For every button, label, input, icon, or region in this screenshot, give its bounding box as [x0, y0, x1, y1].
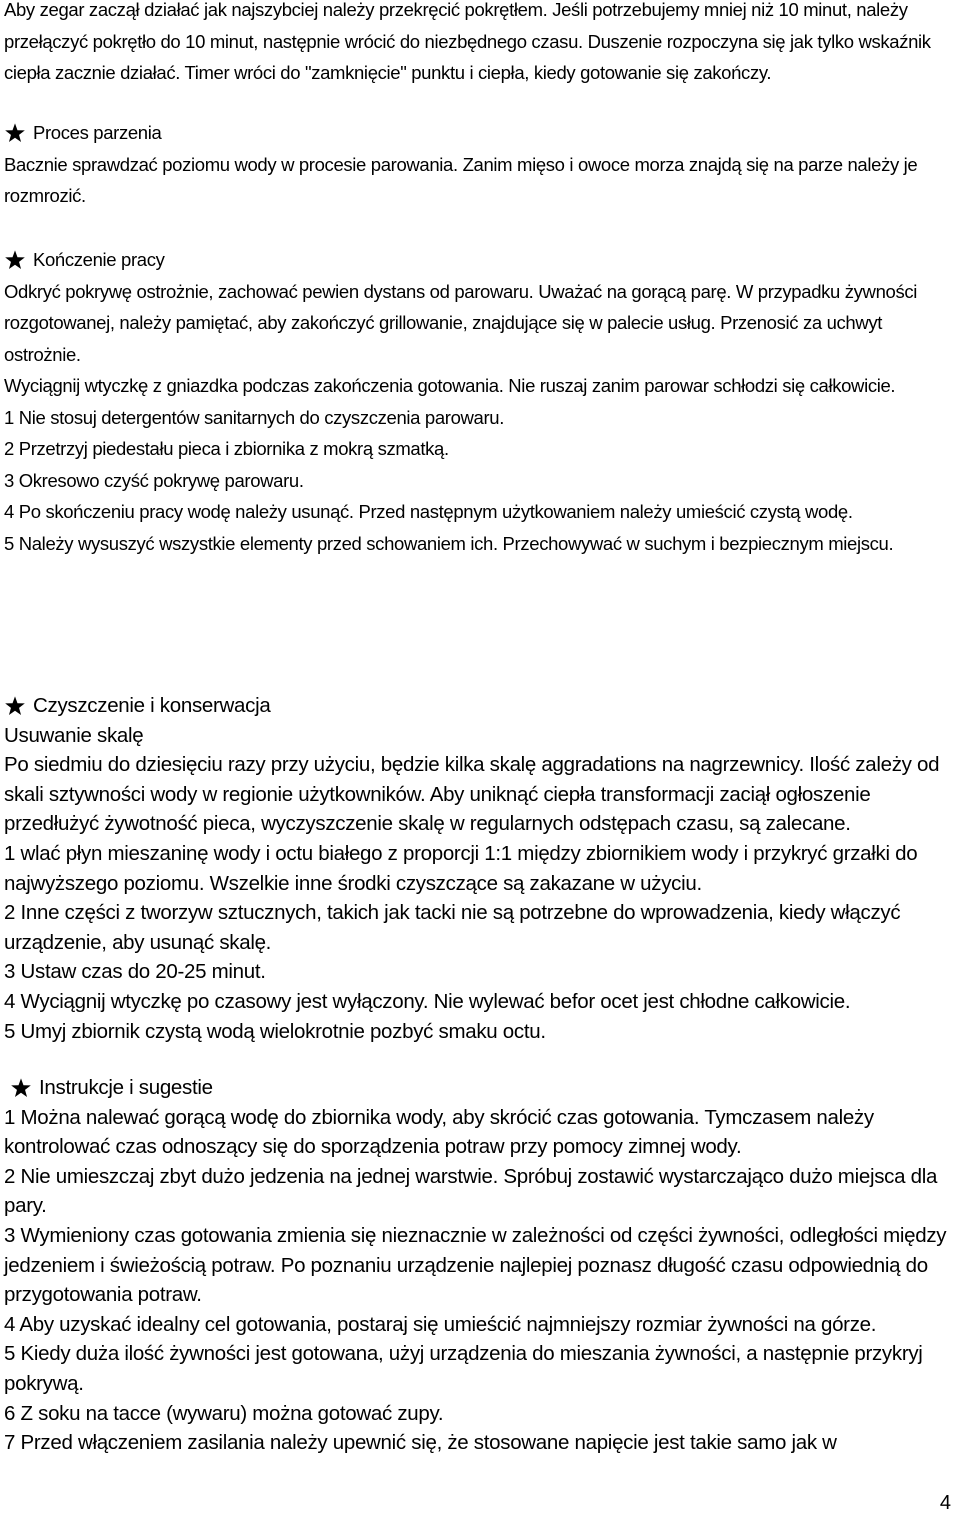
list-item: 5 Umyj zbiornik czystą wodą wielokrotnie pozbyć smaku octu.: [4, 1019, 546, 1043]
section-heading: [4, 1073, 956, 1103]
section-subheading: Usuwanie skalę: [4, 723, 144, 747]
paragraph: Bacznie sprawdzać poziomu wody w procesie parowania. Zanim mięso i owoce morza znajdą się na parze należy je rozmrozić.: [4, 153, 918, 206]
list-item: 3 Ustaw czas do 20-25 minut.: [4, 960, 266, 984]
list-item: 1 wlać płyn mieszaninę wody i octu białego z proporcji 1:1 między zbiornikiem wody i przykryć grzałki do najwyższego poziomu. Wszelkie inne środki czyszczące są zakazane w użyciu.: [4, 841, 918, 895]
paragraph: Po siedmiu do dziesięciu razy przy użyciu, będzie kilka skalę aggradations na nagrzewnicy. Ilość zależy od skali sztywności wody w regionie użytkowników. Aby uniknąć ciepła transformacji zaciął ogłoszenie przedłużyć żywotność pieca, wyczyszczenie skalę w regularnych odstępach czasu, są zalecane.: [4, 753, 940, 836]
steaming-section: [4, 117, 956, 212]
finishing-section: [4, 244, 956, 559]
list-item: 6 Z soku na tacce (wywaru) można gotować zupy.: [4, 1401, 444, 1425]
list-item: 1 Nie stosuj detergentów sanitarnych do czyszczenia parowaru.: [4, 406, 505, 428]
paragraph: Wyciągnij wtyczkę z gniazdka podczas zakończenia gotowania. Nie ruszaj zanim parowar schłodzi się całkowicie.: [4, 375, 896, 396]
star-icon: [4, 695, 26, 717]
section-heading-text: Proces parzenia: [33, 122, 162, 143]
star-icon: [4, 249, 26, 271]
paragraph: Odkryć pokrywę ostrożnie, zachować pewien dystans od parowaru. Uważać na gorącą parę. W przypadku żywności rozgotowanej, należy pamiętać, aby zakończyć grillowanie, znajdujące się w palecie usług. Przenosić za uchwyt ostrożnie.: [4, 280, 918, 365]
instructions-section: [4, 1073, 956, 1458]
intro-paragraph: Aby zegar zaczął działać jak najszybciej należy przekręcić pokrętłem. Jeśli potrzebujemy mniej niż 10 minut, należy przełączyć pokrętło do 10 minut, następnie wrócić do niezbędnego czasu. Duszenie rozpoczyna się jak tylko wskaźnik ciepła zacznie działać. Timer wróci do "zamknięcie" punktu i ciepła, kiedy gotowanie się zakończy.: [4, 0, 931, 83]
section-heading-text: Instrukcje i sugestie: [39, 1076, 213, 1099]
list-item: 5 Należy wysuszyć wszystkie elementy przed schowaniem ich. Przechowywać w suchym i bezpiecznym miejscu.: [4, 532, 894, 554]
cleaning-section: [4, 691, 956, 1046]
section-heading: [4, 244, 956, 276]
list-item: 5 Kiedy duża ilość żywności jest gotowana, użyj urządzenia do mieszania żywności, a następnie przykryj pokrywą.: [4, 1342, 923, 1395]
list-item: 1 Można nalewać gorącą wodę do zbiornika wody, aby skrócić czas gotowania. Tymczasem należy kontrolować czas odnoszący się do sporządzenia potraw przy pomocy zimnej wody.: [4, 1105, 874, 1159]
list-item: 7 Przed włączeniem zasilania należy upewnić się, że stosowane napięcie jest takie samo jak w: [4, 1431, 837, 1455]
list-item: 2 Inne części z tworzyw sztucznych, takich jak tacki nie są potrzebne do wprowadzenia, kiedy włączyć urządzenie, aby usunąć skalę.: [4, 901, 901, 954]
list-item: 3 Wymieniony czas gotowania zmienia się nieznacznie w zależności od części żywności, odległości między jedzeniem i świeżością potraw. Po poznaniu urządzenie najlepiej poznasz długość czasu odpowiednią do przygotowania potraw.: [4, 1223, 947, 1307]
list-item: 2 Przetrzyj piedestału pieca i zbiornika z mokrą szmatką.: [4, 438, 449, 459]
section-heading-text: Kończenie pracy: [33, 249, 165, 270]
section-heading: [4, 691, 956, 721]
intro-section: [4, 0, 956, 89]
section-heading-text: Czyszczenie i konserwacja: [33, 694, 271, 717]
list-item: 4 Wyciągnij wtyczkę po czasowy jest wyłączony. Nie wylewać befor ocet jest chłodne całkowicie.: [4, 989, 851, 1013]
section-heading: [4, 117, 956, 149]
star-icon: [10, 1077, 32, 1099]
page-number: 4: [939, 1492, 951, 1514]
star-icon: [4, 122, 26, 144]
list-item: 4 Po skończeniu pracy wodę należy usunąć. Przed następnym użytkowaniem należy umieścić czystą wodę.: [4, 501, 853, 522]
list-item: 2 Nie umieszczaj zbyt dużo jedzenia na jednej warstwie. Spróbuj zostawić wystarczająco dużo miejsca dla pary.: [4, 1164, 938, 1218]
list-item: 4 Aby uzyskać idealny cel gotowania, postaraj się umieścić najmniejszy rozmiar żywności na górze.: [4, 1312, 877, 1336]
list-item: 3 Okresowo czyść pokrywę parowaru.: [4, 469, 304, 491]
